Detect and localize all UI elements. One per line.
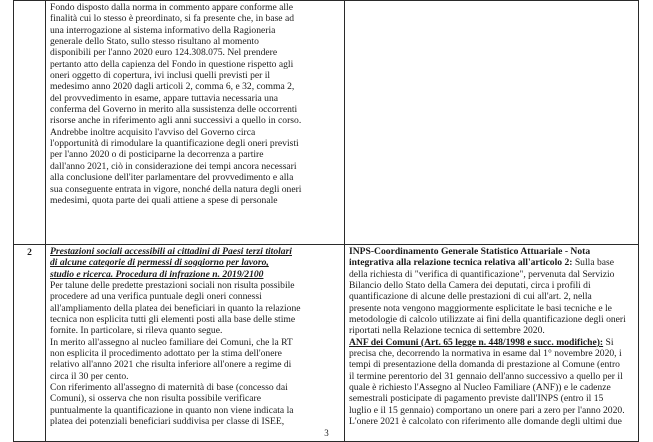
observations-text <box>46 1 344 244</box>
inps-note <box>349 246 634 428</box>
text-line: quantificazione di alcune delle prestazioni di cui all'art. 2, nella <box>349 291 592 303</box>
text-line: della richiesta di "verifica di quantificazione", pervenuta dal Servizio <box>349 268 615 280</box>
text-line: pertanto atto della capienza del Fondo in questione rispetto agli <box>50 58 294 70</box>
text-line: presente nota vengono maggiormente esplicitate le basi tecniche e le <box>349 302 612 314</box>
text-line: luglio e il 15 gennaio) comportano un onere pari a zero per l'anno 2020. <box>349 404 625 416</box>
text-line: non esplicita il procedimento adottato per la stima dell'onere <box>50 348 282 360</box>
response-cell <box>345 245 639 442</box>
text-line: medesimi, quota parte dei quali attiene a spese di personale <box>50 194 278 206</box>
row-number-cell <box>14 1 46 245</box>
text-line: Fondo disposto dalla norma in commento appare conforme alle <box>50 2 293 13</box>
note-heading: INPS-Coordinamento Generale Statistico Attuariale - Nota <box>349 246 591 257</box>
text-line: circa il 30 per cento. <box>50 370 129 382</box>
text-line: studio e ricerca. Procedura di infrazione n. 2019/2100 <box>50 268 264 280</box>
response-text <box>345 1 638 244</box>
text-line: alla conclusione dell'iter parlamentare del provvedimento e alla <box>50 172 294 184</box>
observations-cell <box>46 1 345 245</box>
text-line: del provvedimento in esame, appare tuttavia necessaria una <box>50 92 279 104</box>
text-line: tecnica non esplicita tutti gli elementi posti alla base delle stime <box>50 314 296 326</box>
note-heading-line <box>349 246 634 257</box>
text-line: In merito all'assegno al nucleo familiare dei Comuni, che la RT <box>50 336 293 348</box>
text-line: metodologie di calcolo utilizzate ai fini della quantificazione degli oneri <box>349 314 626 326</box>
text-line: disponibili per l'anno 2020 euro 124.308.075. Nel prendere <box>50 47 278 59</box>
text-line: Con riferimento all'assegno di maternità di base (concesso dai <box>50 382 288 394</box>
observations-text <box>46 245 344 441</box>
text-line: Comuni), si osserva che non risulta possibile verificare <box>50 393 262 405</box>
anf-heading-tail: Si <box>603 336 614 348</box>
text-line: semestrali posticipate di pagamento previste dall'INPS (entro il 15 <box>349 393 604 405</box>
text-line: Per talune delle predette prestazioni sociali non risulta possibile <box>50 280 295 292</box>
observations-body <box>50 280 340 427</box>
text-line: Prestazioni sociali accessibili ai cittadini di Paesi terzi titolari <box>50 246 292 257</box>
verification-table <box>13 0 639 442</box>
note-intro-tail: Sulla base <box>572 257 615 269</box>
note-heading-line <box>349 257 634 268</box>
text-line: puntualmente la quantificazione in quanto non viene indicata la <box>50 404 294 416</box>
text-line: procedere ad una verifica puntuale degli oneri connessi <box>50 291 262 303</box>
text-line: generale dello Stato, sullo stesso risultano al momento <box>50 36 259 48</box>
anf-heading-line <box>349 337 634 348</box>
text-line: relativo all'anno 2021 che risulta inferiore all'onere a regime di <box>50 359 292 371</box>
observations-cell <box>46 245 345 442</box>
response-text <box>345 245 638 441</box>
row-number-cell <box>14 245 46 442</box>
text-line: il termine perentorio del 31 gennaio dell'anno successivo a quello per il <box>349 370 623 382</box>
text-line: tempi di presentazione della domanda di prestazione al Comune (entro <box>349 359 620 371</box>
text-line: Bilancio dello Stato della Camera dei deputati, circa i profili di <box>349 280 591 292</box>
text-line: risorse anche in riferimento agli anni successivi a quello in corso. <box>50 115 302 127</box>
text-line: finalità cui lo stesso è preordinato, si fa presente che, in base ad <box>50 13 295 25</box>
text-line: oneri oggetto di copertura, ivi inclusi quelli previsti per il <box>50 70 271 82</box>
table-row <box>14 1 639 245</box>
table-row <box>14 245 639 442</box>
text-line: Andrebbe inoltre acquisito l'avviso del Governo circa <box>50 126 256 138</box>
row-number: 2 <box>27 248 32 258</box>
text-line: medesimo anno 2020 dagli articoli 2, comma 6, e 32, comma 2, <box>50 81 295 93</box>
text-line: conferma del Governo in merito alla sussistenza delle occorrenti <box>50 104 298 116</box>
text-line: sua conseguente entrata in vigore, nonché della natura degli oneri <box>50 183 302 195</box>
text-line: precisa che, decorrendo la normativa in esame dal 1° novembre 2020, i <box>349 348 622 360</box>
text-line: all'ampliamento della platea dei beneficiari in quanto la relazione <box>50 302 301 314</box>
text-line: riportati nella Relazione tecnica di settembre 2020. <box>349 325 545 337</box>
section-heading <box>50 246 340 280</box>
text-line: per l'anno 2020 o di posticiparne la decorrenza a partire <box>50 149 264 161</box>
response-cell <box>345 1 639 245</box>
anf-heading: ANF dei Comuni (Art. 65 legge n. 448/1998 e succ. modifiche): <box>349 336 604 348</box>
text-line: L'onere 2021 è calcolato con riferimento alle domande degli ultimi due <box>349 416 622 428</box>
note-heading: integrativa alla relazione tecnica relativa all'articolo 2: <box>349 257 573 269</box>
text-line: l'opportunità di rimodulare la quantificazione degli oneri previsti <box>50 138 299 150</box>
text-line: quale è richiesto l'Assegno al Nucleo Familiare (ANF)) e le cadenze <box>349 382 611 394</box>
text-line: platea dei potenziali beneficiari suddivisa per classe di ISEE, <box>50 416 285 428</box>
page-number: 3 <box>324 428 329 438</box>
text-line: fornite. In particolare, si rileva quanto segue. <box>50 325 223 337</box>
text-line: dall'anno 2021, ciò in considerazione dei tempi ancora necessari <box>50 160 297 172</box>
text-line: di alcune categorie di permessi di soggiorno per lavoro, <box>50 257 269 269</box>
text-line: una interrogazione al sistema informativo della Ragioneria <box>50 24 276 36</box>
